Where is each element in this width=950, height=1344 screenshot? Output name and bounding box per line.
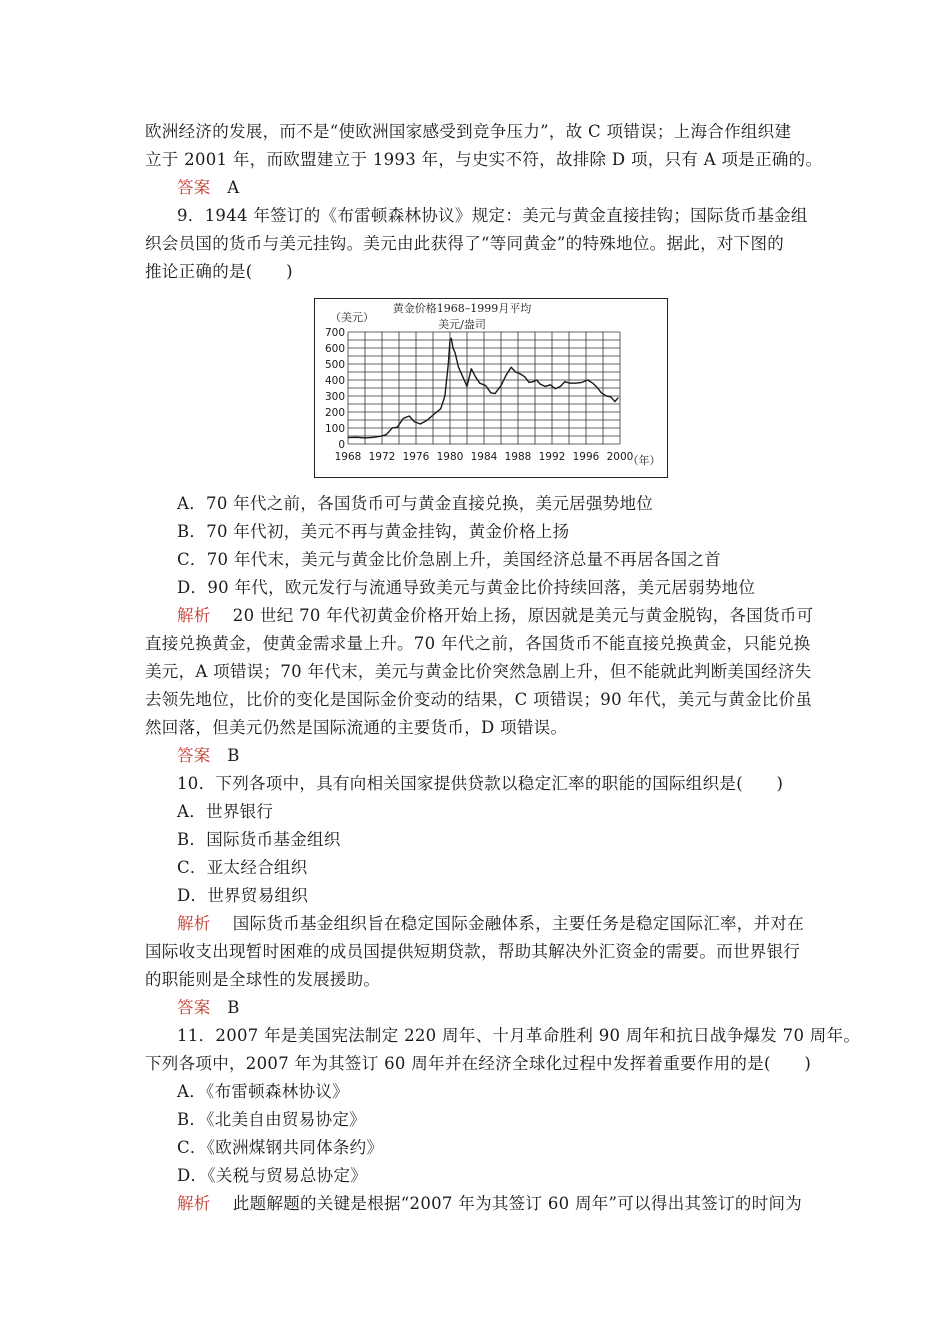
q10-option-b: B．国际货币基金组织: [177, 830, 341, 849]
q9-analysis-3: 美元，A 项错误；70 年代末，美元与黄金比价突然急剧上升，但不能就此判断美国经济失: [145, 662, 812, 681]
x-tick-label: 1996: [572, 451, 600, 463]
q11-analysis-text-1: 此题解题的关键是根据“2007 年为其签订 60 周年”可以得出其签订的时间为: [232, 1194, 803, 1213]
y-tick-label: 700: [324, 327, 345, 339]
q11-option-d: D．《关税与贸易总协定》: [177, 1166, 368, 1185]
q10-analysis-text-1: 国际货币基金组织旨在稳定国际金融体系，主要任务是稳定国际汇率，并对在: [232, 914, 804, 933]
q10-option-c: C．亚太经合组织: [177, 858, 308, 877]
q11-stem-2: 下列各项中，2007 年为其签订 60 周年并在经济全球化过程中发挥着重要作用的是( ): [145, 1054, 812, 1073]
q10-option-d: D．世界贸易组织: [177, 886, 309, 905]
answer-8: [177, 177, 239, 199]
x-tick-label: 1984: [470, 451, 498, 463]
intro-line-2: 立于 2001 年，而欧盟建立于 1993 年，与史实不符，故排除 D 项，只有 A 项是正确的。: [145, 150, 823, 169]
q9-option-d: D．90 年代，欧元发行与流通导致美元与黄金比价持续回落，美元居弱势地位: [177, 578, 756, 597]
gold-price-chart: [314, 298, 668, 478]
q11-option-b: B．《北美自由贸易协定》: [177, 1110, 366, 1129]
y-tick-label: 400: [324, 375, 345, 387]
answer-10: [177, 997, 240, 1019]
q9-option-b: B．70 年代初，美元不再与黄金挂钩，黄金价格上扬: [177, 522, 570, 541]
analysis-label: 解析: [177, 914, 211, 933]
x-tick-label: 1968: [334, 451, 362, 463]
intro-line-1: 欧洲经济的发展，而不是“使欧洲国家感受到竞争压力”，故 C 项错误；上海合作组织建: [145, 122, 792, 141]
q10-analysis-1: [177, 913, 804, 935]
x-tick-label: 1988: [504, 451, 532, 463]
x-tick-label: 1980: [436, 451, 464, 463]
x-tick-label: 1976: [402, 451, 430, 463]
answer-value: A: [227, 178, 240, 197]
q9-analysis-2: 直接兑换黄金，使黄金需求量上升。70 年代之前，各国货币不能直接兑换黄金，只能兑换: [145, 634, 811, 653]
q9-stem-2: 织会员国的货币与美元挂钩。美元由此获得了“等同黄金”的特殊地位。据此，对下图的: [145, 234, 785, 253]
analysis-label: 解析: [177, 606, 211, 625]
answer-label: 答案: [177, 746, 211, 765]
y-tick-label: 100: [324, 423, 345, 435]
answer-label: 答案: [177, 178, 211, 197]
x-tick-label: 1972: [368, 451, 396, 463]
answer-label: 答案: [177, 998, 211, 1017]
chart-subtitle: 美元/盎司: [438, 318, 486, 331]
answer-9: [177, 745, 240, 767]
y-tick-label: 300: [324, 391, 345, 403]
x-axis-label: （年）: [627, 454, 661, 467]
x-tick-label: 1992: [538, 451, 566, 463]
q9-option-a: A．70 年代之前，各国货币可与黄金直接兑换，美元居强势地位: [177, 494, 654, 513]
chart-title: 黄金价格1968–1999月平均: [392, 302, 532, 315]
q9-stem-3: 推论正确的是( ): [145, 262, 293, 281]
q10-stem: 10．下列各项中，具有向相关国家提供贷款以稳定汇率的职能的国际组织是( ): [177, 774, 784, 793]
q10-analysis-2: 国际收支出现暂时困难的成员国提供短期贷款，帮助其解决外汇资金的需要。而世界银行: [145, 942, 801, 961]
q9-analysis-1: [177, 605, 813, 627]
q9-option-c: C．70 年代末，美元与黄金比价急剧上升，美国经济总量不再居各国之首: [177, 550, 722, 569]
chart-svg: [314, 298, 668, 478]
answer-value: B: [227, 746, 240, 765]
q11-stem-1: 11．2007 年是美国宪法制定 220 周年、十月革命胜利 90 周年和抗日战争爆发 70 周年。: [177, 1026, 861, 1045]
analysis-label: 解析: [177, 1194, 211, 1213]
q9-analysis-text-1: 20 世纪 70 年代初黄金价格开始上扬，原因就是美元与黄金脱钩，各国货币可: [232, 606, 814, 625]
y-axis-label: （美元）: [330, 311, 374, 324]
q11-option-a: A．《布雷顿森林协议》: [177, 1082, 349, 1101]
y-tick-label: 0: [338, 439, 345, 451]
y-tick-label: 600: [324, 343, 345, 355]
q10-analysis-3: 的职能则是全球性的发展援助。: [145, 970, 381, 989]
q9-analysis-5: 然回落，但美元仍然是国际流通的主要货币，D 项错误。: [145, 718, 568, 737]
chart-grid: [348, 332, 620, 444]
answer-value: B: [227, 998, 240, 1017]
q9-analysis-4: 去领先地位，比价的变化是国际金价变动的结果，C 项错误；90 年代，美元与黄金比价虽: [145, 690, 813, 709]
y-tick-labels: [325, 327, 345, 451]
q10-option-a: A．世界银行: [177, 802, 274, 821]
y-tick-label: 500: [324, 359, 345, 371]
q9-stem-1: 9．1944 年签订的《布雷顿森林协议》规定：美元与黄金直接挂钩；国际货币基金组: [177, 206, 808, 225]
q11-analysis-1: [177, 1193, 802, 1215]
x-tick-labels: [335, 451, 634, 463]
y-tick-label: 200: [324, 407, 345, 419]
x-tick-label: 2000: [606, 451, 634, 463]
q11-option-c: C．《欧洲煤钢共同体条约》: [177, 1138, 384, 1157]
